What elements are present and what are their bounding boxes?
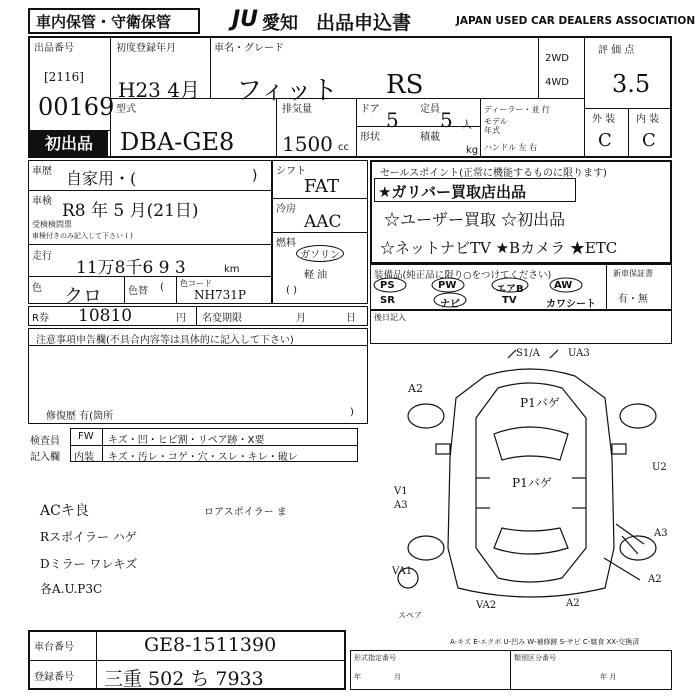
interior-score: C bbox=[642, 130, 656, 151]
equipment-label: 装備品(純正品に限り○をつけてください) bbox=[374, 270, 552, 281]
capacity-value: 5 bbox=[440, 108, 453, 132]
recycle-value: 10810 bbox=[78, 306, 133, 326]
form-title: 出品申込書 bbox=[316, 12, 412, 34]
diag-ua3: UA3 bbox=[568, 348, 590, 359]
inspector-label-2: 記入欄 bbox=[30, 452, 60, 463]
usage-value: 自家用・( bbox=[66, 169, 137, 188]
day-label: 日 bbox=[346, 313, 356, 324]
aircon-label: 冷房 bbox=[276, 204, 296, 215]
mileage-value: 11万8千6 9 3 bbox=[76, 258, 186, 278]
interior-insp-items: キズ・汚レ・コゲ・穴・スレ・キレ・破レ bbox=[108, 452, 298, 463]
month-label: 月 bbox=[296, 313, 306, 324]
kg-unit: kg bbox=[466, 145, 479, 156]
persons-unit: 人 bbox=[462, 120, 472, 131]
diag-u2: U2 bbox=[652, 462, 667, 473]
interior-label: 内 装 bbox=[636, 114, 660, 125]
chassis-label: 車台番号 bbox=[34, 642, 74, 653]
chassis-value: GE8-1511390 bbox=[144, 634, 277, 656]
inspector-label-1: 検査員 bbox=[30, 436, 60, 447]
usage-label: 車歴 bbox=[32, 166, 52, 177]
equip-navi: ナビ bbox=[440, 299, 460, 310]
car-name-label: 車名・グレード bbox=[214, 43, 284, 54]
br-r3: 年 bbox=[354, 673, 361, 681]
diag-v1: V1 bbox=[394, 486, 408, 497]
dealer-label: ディーラー・並 行 bbox=[484, 105, 550, 114]
inspection-value: R8 年 5 月(21日) bbox=[62, 201, 199, 221]
repair-close: ) bbox=[350, 407, 354, 418]
gulliver-banner: ★ガリバー買取店出品 bbox=[378, 183, 526, 201]
equip-sr: SR bbox=[380, 295, 395, 306]
color-swap-label: 色替 bbox=[128, 286, 148, 297]
equipment-circles bbox=[370, 264, 606, 310]
receipt-label: 受検検問票 bbox=[32, 220, 72, 229]
yen-unit: 円 bbox=[176, 313, 186, 324]
sales-point-label: セールスポイント(正常に機能するものに限ります) bbox=[380, 168, 607, 179]
note-4: Dミラー ワレキズ bbox=[40, 557, 138, 571]
score-value: 3.5 bbox=[612, 70, 651, 98]
equip-pw: PW bbox=[438, 280, 457, 291]
diag-a2-top: A2 bbox=[408, 382, 423, 395]
equip-leather: カワシート bbox=[546, 299, 596, 310]
lot-code: [2116] bbox=[44, 70, 84, 84]
fw-items: キズ・凹・ヒビ割・リペア跡・X要 bbox=[108, 435, 265, 446]
km-unit: km bbox=[224, 264, 240, 275]
note-3: Rスポイラー ハゲ bbox=[40, 530, 137, 544]
drive-2wd: 2WD bbox=[545, 53, 569, 64]
notes-label: 注意事項申告欄(不具合内容等は具体的に記入して下さい) bbox=[36, 335, 294, 346]
diag-a2-right: A2 bbox=[648, 574, 662, 585]
lot-label: 出品番号 bbox=[34, 43, 74, 54]
diag-va2: VA2 bbox=[476, 600, 497, 611]
diag-a3-right: A3 bbox=[654, 528, 668, 539]
storage-label: 車内保管・守衛保管 bbox=[36, 13, 172, 31]
displacement-label: 排気量 bbox=[282, 104, 312, 115]
br-r2: 類別区分番号 bbox=[514, 654, 556, 662]
equip-ps: PS bbox=[380, 280, 395, 291]
door-label: ドア bbox=[360, 104, 380, 115]
note-5: 各A.U.P3C bbox=[40, 582, 103, 596]
displacement-value: 1500 bbox=[282, 132, 333, 156]
recycle-label: R券 bbox=[32, 313, 49, 324]
reg-value: H23 4月 bbox=[118, 78, 200, 102]
color-swap-value: ( bbox=[160, 282, 164, 293]
drive-4wd: 4WD bbox=[545, 77, 569, 88]
sales-line-2: ☆ネットナビTV ★Bカメラ ★ETC bbox=[380, 239, 618, 257]
score-label: 評 価 点 bbox=[598, 45, 635, 56]
fuel-label: 燃料 bbox=[276, 238, 296, 249]
shift-value: FAT bbox=[304, 176, 339, 197]
exterior-label: 外 装 bbox=[592, 114, 616, 125]
diag-va1: VA1 bbox=[392, 566, 413, 577]
mileage-label: 走行 bbox=[32, 251, 52, 262]
color-label: 色 bbox=[32, 283, 42, 294]
name-change-label: 名変期限 bbox=[202, 313, 242, 324]
damage-legend: A-キズ E-エクボ U-凹み W-補修跡 S-サビ C-腐食 XX-交換済 bbox=[450, 638, 640, 646]
bottom-right-box bbox=[350, 650, 672, 690]
cc-unit: cc bbox=[338, 142, 349, 153]
diag-pa-top: P1バゲ bbox=[520, 396, 560, 410]
color-code: NH731P bbox=[194, 288, 246, 302]
later-notes-box bbox=[370, 310, 672, 344]
ju-logo: JU bbox=[232, 7, 259, 32]
fuel-other: ( ) bbox=[286, 285, 297, 296]
capacity-label: 定員 bbox=[420, 104, 440, 115]
interior-insp-label: 内装 bbox=[74, 452, 94, 463]
car-grade: RS bbox=[386, 70, 424, 100]
color-value: クロ bbox=[64, 285, 103, 307]
usage-close: ) bbox=[252, 168, 258, 184]
note-1: ACキ良 bbox=[40, 503, 89, 519]
handle-label: ハンドル 左 右 bbox=[484, 143, 538, 152]
first-listing-badge: 初出品 bbox=[30, 131, 108, 156]
fuel-light-oil: 軽 油 bbox=[304, 270, 328, 281]
aircon-value: AAC bbox=[304, 212, 342, 232]
receipt-note: 車検付きのみ記入して下さい ( ) bbox=[32, 232, 133, 240]
model-label: 型式 bbox=[116, 104, 136, 115]
br-r5: 年 月 bbox=[600, 673, 617, 681]
org-name: 愛知 bbox=[262, 13, 298, 34]
plate-value: 三重 502 ち 7933 bbox=[104, 668, 264, 690]
lot-number: 00169 bbox=[38, 93, 115, 121]
door-value: 5 bbox=[386, 108, 399, 132]
diag-a2-bottom: A2 bbox=[566, 598, 580, 609]
equip-airbag: エアB bbox=[496, 284, 524, 295]
new-car-value: 有・無 bbox=[618, 294, 648, 305]
reg-label: 初度登録年月 bbox=[116, 43, 176, 54]
diag-a3-left: A3 bbox=[394, 500, 408, 511]
shape-label: 形状 bbox=[360, 132, 380, 143]
car-name: フィット bbox=[236, 76, 338, 106]
load-label: 積載 bbox=[420, 132, 440, 143]
diag-pa-mid: P1バゲ bbox=[512, 476, 552, 490]
equip-tv: TV bbox=[502, 295, 517, 306]
new-car-label: 新車保証書 bbox=[613, 269, 653, 278]
diag-s1a: S1/A bbox=[516, 348, 540, 359]
fw-label: FW bbox=[78, 431, 94, 442]
plate-label: 登録番号 bbox=[34, 672, 74, 683]
note-2: ロアスポイラー ま bbox=[204, 507, 287, 518]
equip-aw: AW bbox=[554, 280, 573, 291]
org-english: JAPAN USED CAR DEALERS ASSOCIATION bbox=[456, 15, 696, 27]
later-notes-label: 後日記入 bbox=[374, 313, 406, 322]
inspection-label: 車検 bbox=[32, 196, 52, 207]
model-value: DBA-GE8 bbox=[120, 128, 235, 156]
br-r4: 月 bbox=[394, 673, 401, 681]
repair-history: 修復歴 有(箇所 bbox=[46, 411, 114, 422]
fuel-gasoline: ガソリン bbox=[296, 245, 344, 262]
sales-line-1: ☆ユーザー買取 ☆初出品 bbox=[384, 210, 566, 229]
exterior-score: C bbox=[598, 130, 612, 151]
br-r1: 形式指定番号 bbox=[354, 654, 396, 662]
diag-spare: スペア bbox=[398, 611, 422, 620]
color-code-label: 色コード bbox=[180, 279, 212, 288]
model-year-label: モデル 年式 bbox=[484, 117, 508, 135]
shift-label: シフト bbox=[276, 166, 306, 177]
